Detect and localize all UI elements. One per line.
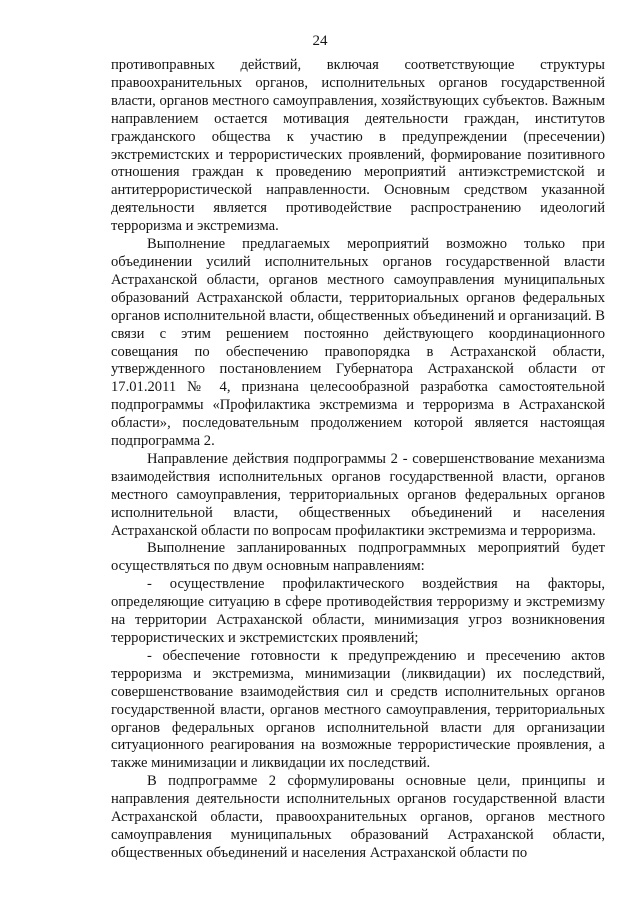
page-number: 24 bbox=[312, 33, 328, 49]
paragraph-4: Выполнение запланированных подпрограммных мероприятий будет осуществляться по двум основным направлениям: bbox=[111, 540, 605, 575]
paragraph-5: В подпрограмме 2 сформулированы основные цели, принципы и направления деятельности исполнительных органов государственной власти Астраханской области, правоохранительных органов, органов местного самоуправления муниципальных образований Астраханской области, общественных объединений и населения Астраханской области по bbox=[111, 773, 605, 861]
body-text bbox=[111, 57, 605, 863]
paragraph-1: противоправных действий, включая соответствующие структуры правоохранительных органов, исполнительных органов государственной власти, органов местного самоуправления, хозяйствующих субъектов. Важным направлением остается мотивация деятельности граждан, институтов гражданского общества к участию в предупреждении (пресечении) экстремистских и террористических проявлений, формирование позитивного отношения граждан к проведению мероприятий антиэкстремистской и антитеррористической направленности. Основным средством указанной деятельности является противодействие распространению идеологий терроризма и экстремизма. bbox=[111, 57, 605, 235]
paragraph-3: Направление действия подпрограммы 2 - совершенствование механизма взаимодействия исполнительных органов государственной власти, органов местного самоуправления, территориальных органов федеральных органов исполнительной власти, общественных объединений и населения Астраханской области по вопросам профилактики экстремизма и терроризма. bbox=[111, 450, 605, 539]
list-item-2: - обеспечение готовности к предупреждению и пресечению актов терроризма и экстремизма, минимизации (ликвидации) их последствий, совершенствование взаимодействия сил и средств исполнительных органов государственной власти, органов местного самоуправления, территориальных органов федеральных органов исполнительной власти для организации ситуационного реагирования на возможные террористические проявления, а также минимизации и ликвидации их последствий. bbox=[111, 647, 605, 772]
paragraph-2: Выполнение предлагаемых мероприятий возможно только при объединении усилий исполнительных органов государственной власти Астраханской области, органов местного самоуправления муниципальных образований Астраханской области, территориальных органов федеральных органов исполнительной власти, общественных объединений и организаций. В связи с этим решением постоянно действующего координационного совещания по обеспечению правопорядка в Астраханской области, утвержденного постановлением Губернатора Астраханской области от 17.01.2011 № 4, признана целесообразной разработка самостоятельной подпрограммы «Профилактика экстремизма и терроризма в Астраханской области», последовательным продолжением которой является настоящая подпрограмма 2. bbox=[111, 236, 605, 450]
list-item-1: - осуществление профилактического воздействия на факторы, определяющие ситуацию в сфере противодействия терроризму и экстремизму на территории Астраханской области, минимизация угроз возникновения террористических и экстремистских проявлений; bbox=[111, 576, 605, 646]
